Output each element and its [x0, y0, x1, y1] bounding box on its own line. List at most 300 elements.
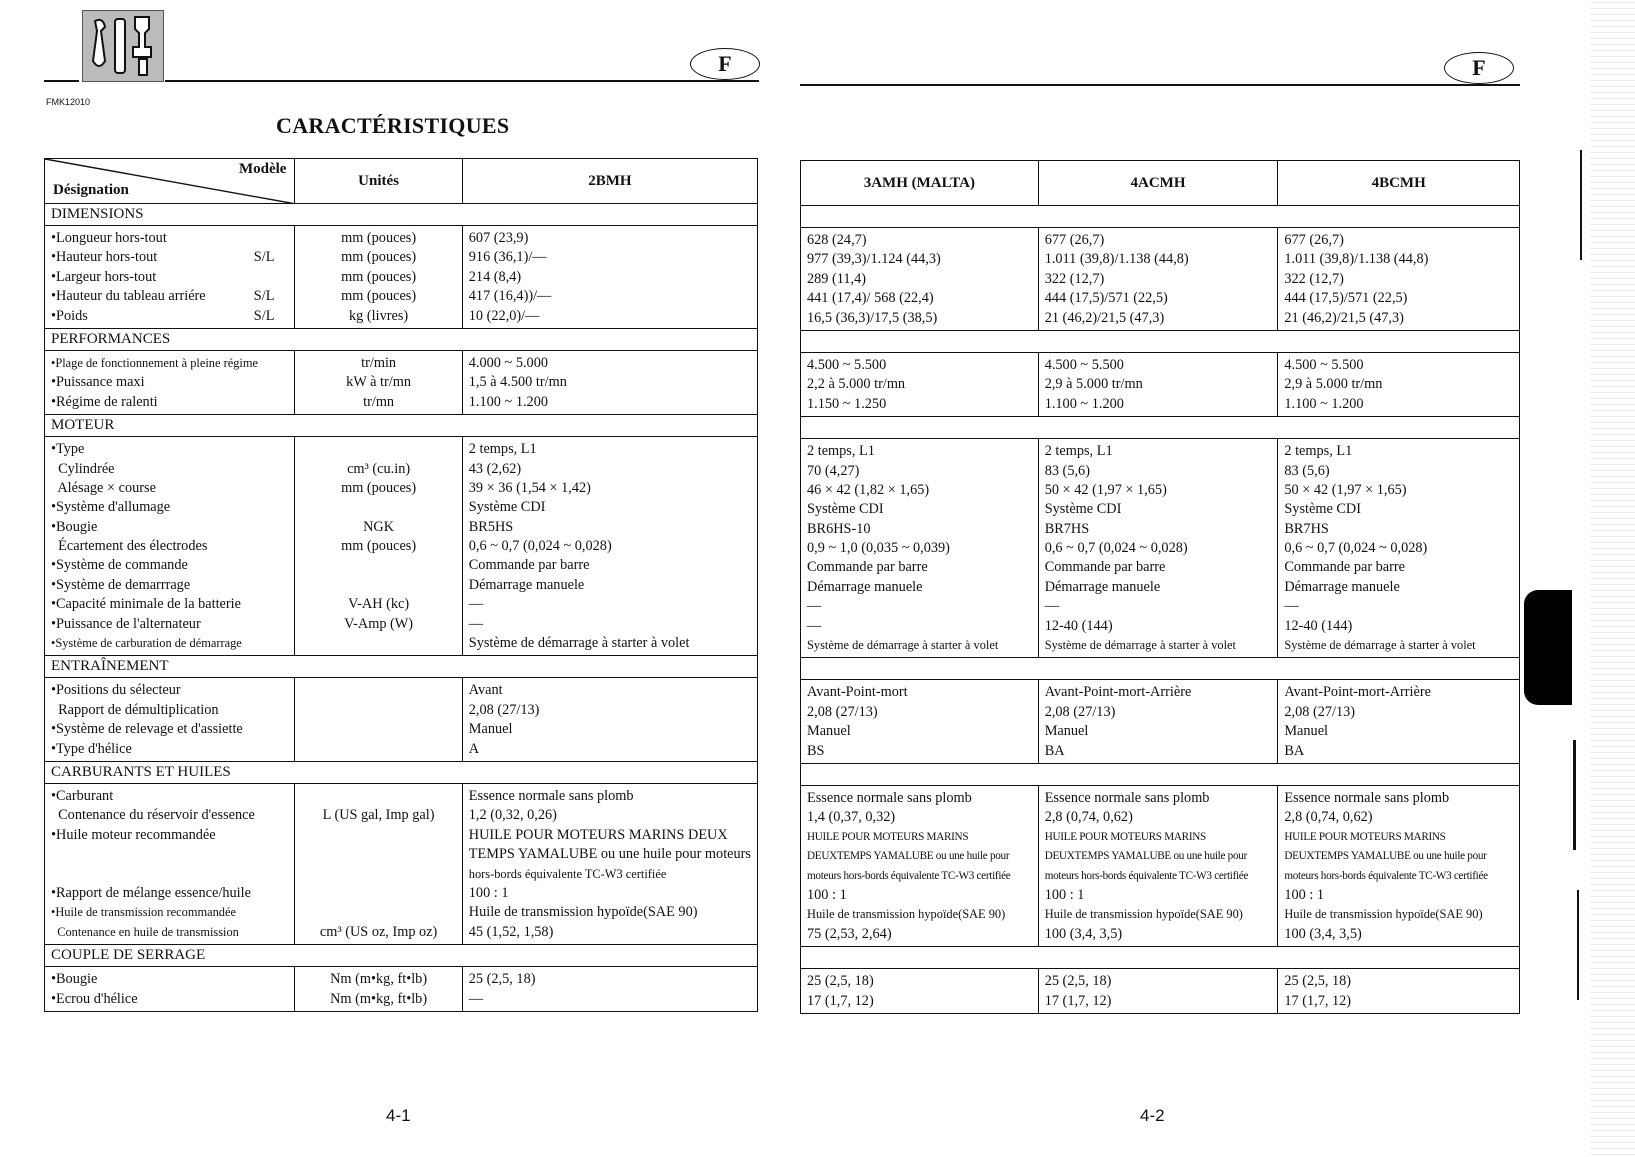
spec-value: BR7HS	[1044, 520, 1090, 537]
spec-value: 17 (1,7, 12)	[807, 992, 874, 1009]
spec-label	[51, 740, 288, 759]
value-cell-4acmh	[1038, 785, 1278, 946]
spec-value: 1,2 (0,32, 0,26)	[468, 807, 557, 824]
spec-unit: kg (livres)	[349, 307, 409, 324]
spec-value: 21 (46,2)/21,5 (47,3)	[1284, 309, 1404, 326]
section-body-row	[801, 969, 1520, 1014]
spec-label-text: •Système de relevage et d'assiette	[51, 721, 243, 738]
spec-label	[51, 720, 288, 739]
spec-label	[51, 701, 288, 720]
model-header-4acmh: 4ACMH	[1038, 161, 1278, 206]
spacer	[51, 845, 288, 864]
spec-value: 4.500 ~ 5.500	[1284, 356, 1364, 373]
spec-value: Manuel	[1284, 723, 1329, 740]
spec-label-text: •Huile moteur recommandée	[51, 826, 216, 843]
section-body-row	[45, 783, 758, 944]
units-header: Unités	[295, 159, 462, 204]
spec-label-text: •Positions du sélecteur	[51, 682, 181, 699]
value-cell-2bmh	[462, 967, 757, 1012]
value-cell-3amh	[801, 969, 1039, 1014]
value-cell-4bcmh	[1278, 352, 1520, 416]
spec-value: 12-40 (144)	[1044, 617, 1113, 634]
spec-value: BR7HS	[1284, 520, 1329, 537]
model-header-2bmh: 2BMH	[462, 159, 757, 204]
spec-value: 100 : 1	[1044, 886, 1085, 903]
section-band	[801, 206, 1520, 228]
section-header-row	[801, 206, 1520, 228]
section-header-row	[801, 763, 1520, 785]
value-cell-3amh	[801, 680, 1039, 764]
spec-label-text: •Type d'hélice	[51, 740, 132, 757]
value-cell-2bmh	[462, 350, 757, 414]
section-header-row	[801, 947, 1520, 969]
spec-value: 916 (36,1)/—	[468, 249, 547, 266]
page-number: 4-1	[386, 1106, 411, 1125]
section-title: COUPLE DE SERRAGE	[45, 945, 758, 967]
spec-value: 1.011 (39,8)/1.138 (44,8)	[1044, 251, 1189, 268]
spec-label-text: •Bougie	[51, 518, 98, 535]
spec-value: 677 (26,7)	[1044, 232, 1105, 248]
spec-value: Système de démarrage à starter à volet	[1284, 638, 1476, 653]
spec-unit: cm³ (cu.in)	[347, 460, 411, 477]
spec-value: Huile de transmission hypoïde(SAE 90)	[1284, 907, 1483, 922]
header-rule	[800, 84, 1520, 86]
spec-value: 2,8 (0,74, 0,62)	[1044, 809, 1133, 826]
value-cell-3amh	[801, 785, 1039, 946]
spec-label-text: Rapport de démultiplication	[51, 701, 219, 718]
spec-unit: cm³ (US oz, Imp oz)	[319, 923, 438, 940]
spec-value: 25 (2,5, 18)	[1284, 973, 1352, 990]
section-header-row	[45, 204, 758, 226]
spec-value: 50 × 42 (1,97 × 1,65)	[1284, 481, 1407, 498]
spec-value: Huile de transmission hypoïde(SAE 90)	[807, 907, 1006, 922]
spec-value: 1,5 à 4.500 tr/mn	[468, 374, 567, 391]
spec-label	[51, 903, 288, 922]
spec-label-text: •Capacité minimale de la batterie	[51, 596, 241, 613]
spec-value: 75 (2,53, 2,64)	[807, 925, 892, 942]
spec-value: 417 (16,4))/—	[468, 288, 552, 305]
spec-value: Système CDI	[807, 501, 884, 518]
designation-header-label: Désignation	[53, 182, 129, 198]
spec-label-text: •Carburant	[51, 787, 114, 804]
spec-value: 100 (3,4, 3,5)	[1044, 925, 1123, 942]
page-title: CARACTÉRISTIQUES	[276, 113, 510, 138]
spec-label-text: •Système d'allumage	[51, 499, 171, 516]
value-cell-4acmh	[1038, 680, 1278, 764]
spec-unit	[301, 826, 455, 845]
spec-label	[51, 787, 288, 806]
spec-value: —	[1044, 598, 1059, 615]
spec-label-text: •Ecrou d'hélice	[51, 990, 138, 1007]
section-title: DIMENSIONS	[45, 204, 758, 226]
spec-value: moteurs hors-bords équivalente TC-W3 certifiée	[1044, 869, 1249, 882]
variant-suffix: S/L	[253, 249, 275, 266]
spec-value: Démarrage manuele	[807, 578, 923, 595]
spec-label-text: •Système de carburation de démarrage	[51, 636, 242, 651]
spec-label-text: Écartement des électrodes	[51, 538, 208, 555]
spacer	[51, 865, 288, 884]
section-band	[801, 658, 1520, 680]
spec-label-text: •Régime de ralenti	[51, 393, 158, 410]
spec-value: Avant	[468, 682, 503, 699]
spec-label	[51, 498, 288, 517]
section-tab-marker	[1524, 590, 1572, 705]
spec-label	[51, 268, 288, 287]
spec-value: Avant-Point-mort	[807, 684, 908, 701]
spec-unit	[301, 576, 455, 595]
spec-value: 17 (1,7, 12)	[1284, 992, 1352, 1009]
spec-label-text: •Hauteur hors-tout	[51, 249, 158, 266]
spec-value: 2 temps, L1	[807, 443, 875, 460]
value-cell-3amh	[801, 439, 1039, 658]
spec-unit: NGK	[363, 518, 395, 535]
edge-line	[1580, 150, 1582, 260]
spec-value: 214 (8,4)	[468, 268, 522, 285]
spec-value: 2 temps, L1	[468, 441, 537, 458]
spec-value: 100 : 1	[468, 884, 509, 901]
spec-value: HUILE POUR MOTEURS MARINS DEUX	[468, 826, 728, 843]
spec-label-text: •Longueur hors-tout	[51, 230, 167, 246]
spec-value: BS	[807, 742, 825, 759]
spec-unit: mm (pouces)	[341, 538, 417, 555]
spec-unit: mm (pouces)	[341, 268, 417, 285]
document-code: FMK12010	[46, 97, 91, 107]
header-rule	[44, 80, 79, 82]
spec-value: moteurs hors-bords équivalente TC-W3 certifiée	[1284, 869, 1488, 882]
spec-unit	[301, 556, 455, 575]
spec-value: 2,9 à 5.000 tr/mn	[1284, 376, 1383, 393]
label-cell	[45, 967, 295, 1012]
spec-label	[51, 970, 288, 989]
spec-label-text: Contenance en huile de transmission	[51, 924, 239, 939]
section-title: PERFORMANCES	[45, 328, 758, 350]
label-cell	[45, 678, 295, 762]
spec-value: 2,08 (27/13)	[1044, 703, 1116, 720]
spec-label	[51, 229, 288, 248]
spec-label	[51, 923, 288, 942]
spec-label	[51, 479, 288, 498]
spec-unit: kW à tr/mn	[346, 374, 412, 391]
spec-value: —	[468, 596, 484, 613]
spec-unit	[301, 634, 455, 653]
spec-label	[51, 990, 288, 1009]
spec-value: 1.150 ~ 1.250	[807, 395, 887, 412]
spec-label-text: •Poids	[51, 307, 88, 324]
unit-cell	[295, 783, 462, 944]
value-cell-3amh	[801, 352, 1039, 416]
section-body-row	[801, 228, 1520, 331]
section-header-row	[801, 417, 1520, 439]
spec-label-text: Contenance du réservoir d'essence	[51, 807, 255, 824]
spec-value: Avant-Point-mort-Arrière	[1284, 684, 1431, 701]
spec-value: 4.500 ~ 5.500	[807, 356, 887, 373]
spec-label	[51, 806, 288, 825]
spec-label	[51, 248, 288, 267]
spec-label-text: •Système de commande	[51, 557, 188, 574]
spec-label	[51, 615, 288, 634]
spec-value: 4.500 ~ 5.500	[1044, 356, 1124, 373]
spec-label-text: Alésage × course	[51, 479, 156, 496]
spec-unit	[301, 787, 455, 806]
spec-value: 100 : 1	[1284, 886, 1325, 903]
right-page	[770, 0, 1635, 1157]
spec-value: 444 (17,5)/571 (22,5)	[1044, 290, 1168, 307]
spec-value: Démarrage manuele	[468, 576, 585, 593]
spec-value: —	[807, 598, 822, 615]
spec-value: Commande par barre	[1044, 559, 1166, 576]
spec-value: 46 × 42 (1,82 × 1,65)	[807, 481, 930, 498]
spec-value: 607 (23,9)	[468, 230, 529, 246]
spec-value: 21 (46,2)/21,5 (47,3)	[1044, 309, 1165, 326]
spec-value: moteurs hors-bords équivalente TC-W3 certifiée	[807, 869, 1011, 882]
spec-label	[51, 595, 288, 614]
value-cell-4acmh	[1038, 439, 1278, 658]
spec-unit	[301, 498, 455, 517]
spec-label-text: •Système de demarrrage	[51, 576, 191, 593]
spec-value: 25 (2,5, 18)	[468, 971, 536, 988]
spec-value: 441 (17,4)/ 568 (22,4)	[807, 290, 934, 307]
spec-label	[51, 634, 288, 653]
spec-value: DEUXTEMPS YAMALUBE ou une huile pour	[807, 850, 1010, 863]
spec-unit	[301, 681, 455, 700]
spec-value: 1.100 ~ 1.200	[1284, 395, 1364, 412]
spec-unit: Nm (m•kg, ft•lb)	[330, 990, 428, 1007]
spec-value: HUILE POUR MOTEURS MARINS	[1044, 830, 1206, 843]
language-badge: F	[690, 48, 760, 80]
spec-label-text: •Bougie	[51, 971, 98, 988]
spec-value: 2,08 (27/13)	[1284, 703, 1356, 720]
spec-value: Huile de transmission hypoïde(SAE 90)	[1044, 907, 1243, 922]
spec-label	[51, 354, 288, 373]
label-cell	[45, 783, 295, 944]
spec-label	[51, 556, 288, 575]
spec-unit	[301, 701, 455, 720]
value-cell-4bcmh	[1278, 228, 1520, 331]
spec-label	[51, 393, 288, 412]
unit-cell	[295, 678, 462, 762]
spec-unit	[301, 884, 455, 903]
spec-value: A	[468, 740, 480, 757]
spec-label	[51, 307, 288, 326]
spec-value: 628 (24,7)	[807, 232, 867, 248]
section-body-row	[801, 439, 1520, 658]
spec-value: 0,6 ~ 0,7 (0,024 ~ 0,028)	[1284, 540, 1428, 557]
spec-value: 2 temps, L1	[1284, 443, 1353, 460]
edge-line	[1577, 890, 1579, 1000]
spacer	[301, 845, 455, 864]
spec-value: Système de démarrage à starter à volet	[807, 638, 999, 653]
spec-value: —	[468, 615, 484, 632]
spec-value: Essence normale sans plomb	[807, 789, 972, 806]
page-number: 4-2	[1140, 1106, 1165, 1125]
unit-cell	[295, 226, 462, 329]
spec-label	[51, 373, 288, 392]
spec-value: 83 (5,6)	[1044, 462, 1090, 479]
model-header-4bcmh: 4BCMH	[1278, 161, 1520, 206]
section-body-row	[801, 785, 1520, 946]
spec-value: 0,9 ~ 1,0 (0,035 ~ 0,039)	[807, 540, 950, 557]
spec-label-text: •Type	[51, 441, 85, 458]
value-cell-4acmh	[1038, 352, 1278, 416]
spec-value: Avant-Point-mort-Arrière	[1044, 684, 1192, 701]
value-cell-2bmh	[462, 678, 757, 762]
spec-label	[51, 681, 288, 700]
spec-value: 2,9 à 5.000 tr/mn	[1044, 376, 1143, 393]
spec-value: 977 (39,3)/1.124 (44,3)	[807, 251, 941, 268]
value-cell-3amh	[801, 228, 1039, 331]
value-cell-4acmh	[1038, 228, 1278, 331]
spec-unit: mm (pouces)	[341, 249, 417, 266]
spec-label-text: •Hauteur du tableau arriére	[51, 288, 206, 305]
spec-value: 43 (2,62)	[468, 460, 522, 477]
spec-value: 1,4 (0,37, 0,32)	[807, 809, 896, 826]
section-header-row	[801, 330, 1520, 352]
spec-unit	[301, 440, 455, 459]
spec-unit	[301, 740, 455, 759]
section-header-row	[45, 761, 758, 783]
spec-value: 2,08 (27/13)	[807, 703, 878, 720]
section-title: MOTEUR	[45, 415, 758, 437]
spec-value: —	[1284, 598, 1299, 615]
spec-value: BA	[1044, 742, 1065, 759]
spec-value: 444 (17,5)/571 (22,5)	[1284, 290, 1408, 307]
spacer	[301, 865, 455, 884]
spec-value: Système CDI	[1044, 501, 1122, 518]
label-cell	[45, 226, 295, 329]
value-cell-4bcmh	[1278, 439, 1520, 658]
spec-value: BR6HS-10	[807, 520, 871, 537]
spec-value: HUILE POUR MOTEURS MARINS	[807, 830, 969, 843]
section-header-row	[801, 658, 1520, 680]
spec-value: Huile de transmission hypoïde(SAE 90)	[468, 904, 698, 921]
spec-unit: mm (pouces)	[341, 288, 417, 305]
spec-label	[51, 460, 288, 479]
scan-edge	[1590, 0, 1635, 1157]
spec-value: —	[468, 990, 484, 1007]
spec-unit: tr/min	[361, 354, 397, 371]
section-body-row	[45, 437, 758, 656]
spec-value: 45 (1,52, 1,58)	[468, 923, 554, 940]
spec-value: 10 (22,0)/—	[468, 307, 540, 324]
section-title: CARBURANTS ET HUILES	[45, 761, 758, 783]
spec-value: BR5HS	[468, 518, 514, 535]
spec-label	[51, 576, 288, 595]
spec-unit: L (US gal, Imp gal)	[322, 807, 435, 824]
spec-value: BA	[1284, 742, 1305, 759]
spec-value: hors-bords équivalente TC-W3 certifiée	[468, 866, 667, 881]
unit-cell	[295, 437, 462, 656]
spec-value: 2 temps, L1	[1044, 443, 1113, 460]
spec-label-text: Cylindrée	[51, 460, 115, 477]
label-cell	[45, 437, 295, 656]
spec-value: 100 (3,4, 3,5)	[1284, 925, 1362, 942]
value-cell-2bmh	[462, 783, 757, 944]
spec-value: DEUXTEMPS YAMALUBE ou une huile pour	[1284, 850, 1487, 863]
section-band	[801, 330, 1520, 352]
unit-cell	[295, 350, 462, 414]
unit-cell	[295, 967, 462, 1012]
model-header-3amh: 3AMH (MALTA)	[801, 161, 1039, 206]
spec-value: 25 (2,5, 18)	[807, 973, 874, 990]
spec-unit: V-Amp (W)	[344, 615, 414, 632]
spec-value: 0,6 ~ 0,7 (0,024 ~ 0,028)	[468, 538, 612, 555]
spec-value: 25 (2,5, 18)	[1044, 973, 1112, 990]
designation-model-header	[45, 159, 295, 204]
left-page	[0, 0, 770, 1157]
spec-value: 1.100 ~ 1.200	[1044, 395, 1124, 412]
spec-value: 0,6 ~ 0,7 (0,024 ~ 0,028)	[1044, 540, 1188, 557]
spec-value: 12-40 (144)	[1284, 617, 1353, 634]
section-body-row	[45, 678, 758, 762]
edge-line	[1573, 740, 1576, 850]
section-header-row	[45, 945, 758, 967]
spec-value: 39 × 36 (1,54 × 1,42)	[468, 479, 591, 496]
spec-value: 677 (26,7)	[1284, 232, 1344, 248]
tools-icon	[82, 10, 164, 82]
spec-table-right	[800, 160, 1520, 1014]
spec-label-text: •Rapport de mélange essence/huile	[51, 884, 251, 901]
spec-label	[51, 440, 288, 459]
spec-unit: mm (pouces)	[341, 230, 417, 246]
spec-value: Démarrage manuele	[1284, 578, 1400, 595]
spec-value: 2,2 à 5.000 tr/mn	[807, 376, 906, 393]
spec-label-text: •Plage de fonctionnement à pleine régime	[51, 355, 258, 370]
spec-label	[51, 537, 288, 556]
spec-label	[51, 884, 288, 903]
value-cell-4acmh	[1038, 969, 1278, 1014]
spec-value: 322 (12,7)	[1044, 270, 1105, 287]
spec-value: 322 (12,7)	[1284, 270, 1344, 287]
spec-value: Manuel	[468, 721, 513, 738]
section-band	[801, 417, 1520, 439]
spec-value: Système CDI	[468, 499, 546, 516]
spec-unit: V-AH (kc)	[348, 596, 410, 613]
spec-value: Essence normale sans plomb	[1284, 789, 1450, 806]
model-header-label: Modèle	[238, 161, 287, 177]
value-cell-2bmh	[462, 437, 757, 656]
spec-table-left	[44, 158, 758, 1012]
spec-value: 2,08 (27/13)	[468, 701, 540, 718]
spec-value: 100 : 1	[807, 886, 847, 903]
section-header-row	[45, 328, 758, 350]
variant-suffix: S/L	[253, 307, 275, 324]
spec-label	[51, 518, 288, 537]
spec-value: 17 (1,7, 12)	[1044, 992, 1112, 1009]
section-header-row	[45, 656, 758, 678]
spec-value: 289 (11,4)	[807, 270, 867, 287]
spec-label-text: •Largeur hors-tout	[51, 268, 157, 285]
spec-unit: tr/mn	[363, 393, 395, 410]
header-rule	[165, 80, 759, 82]
spec-value: Système de démarrage à starter à volet	[1044, 638, 1236, 653]
spec-value: 1.100 ~ 1.200	[468, 393, 548, 410]
variant-suffix: S/L	[253, 288, 275, 305]
spec-value: 70 (4,27)	[807, 462, 860, 479]
spec-value: Essence normale sans plomb	[1044, 789, 1210, 806]
spec-value: HUILE POUR MOTEURS MARINS	[1284, 830, 1446, 843]
spec-label-text: •Puissance de l'alternateur	[51, 615, 201, 632]
section-body-row	[45, 226, 758, 329]
spec-label-text: •Huile de transmission recommandée	[51, 905, 236, 920]
spec-unit: mm (pouces)	[341, 479, 417, 496]
spec-value: 83 (5,6)	[1284, 462, 1330, 479]
spec-value: 50 × 42 (1,97 × 1,65)	[1044, 481, 1167, 498]
spec-value: Système CDI	[1284, 501, 1361, 518]
section-band	[801, 947, 1520, 969]
value-cell-4bcmh	[1278, 680, 1520, 764]
section-header-row	[45, 415, 758, 437]
spec-label	[51, 287, 288, 306]
